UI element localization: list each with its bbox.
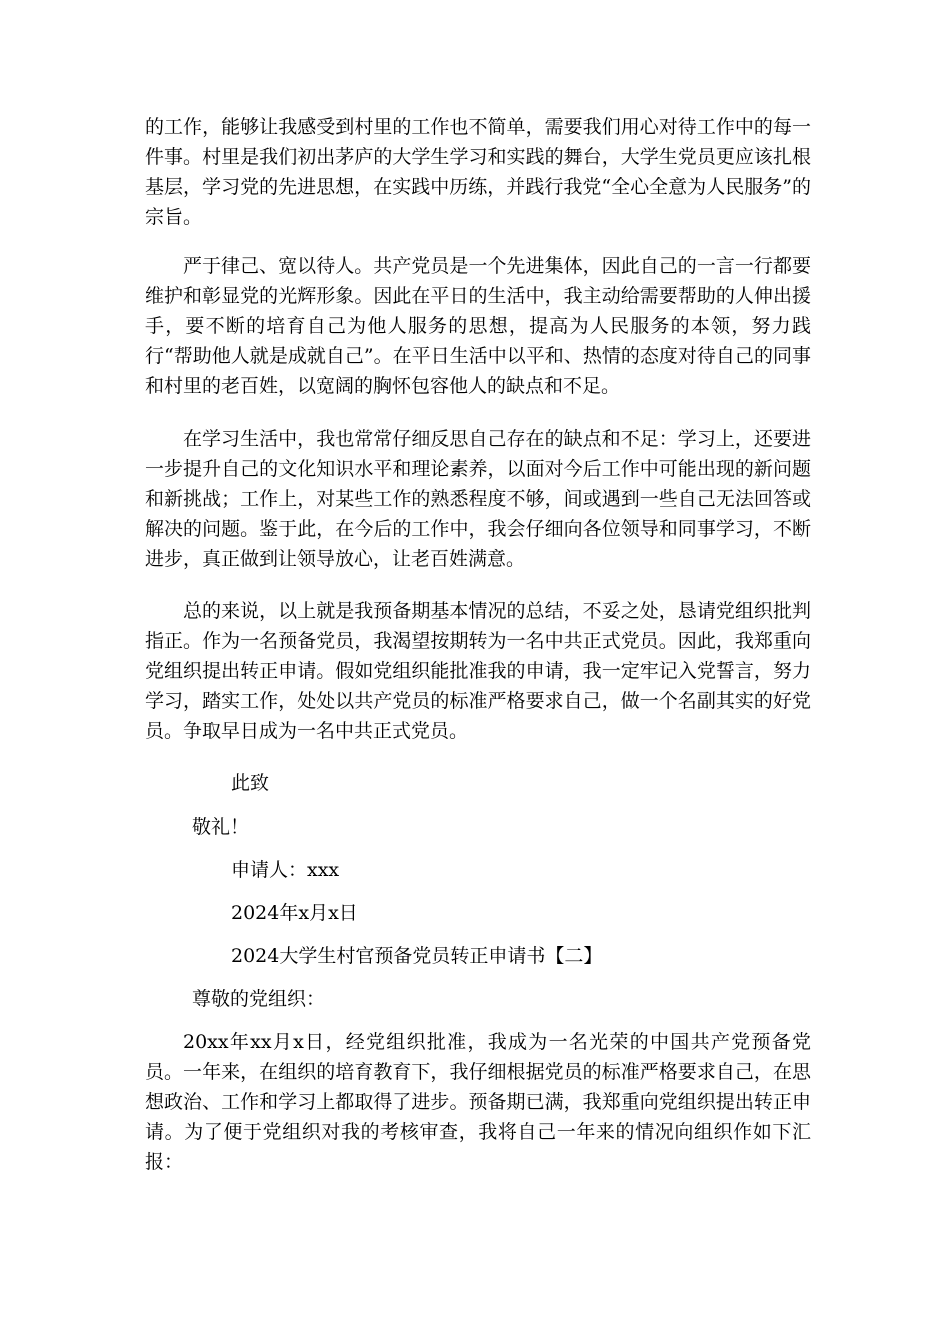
paragraph-summary: 总的来说，以上就是我预备期基本情况的总结，不妥之处，恳请党组织批判指正。作为一名预备党员，我渴望按期转为一名中共正式党员。因此，我郑重向党组织提出转正申请。假如党组织能批准我的申请，我一定牢记入党誓言，努力学习，踏实工作，处处以共产党员的标准严格要求自己，做一个名副其实的好党员。争取早日成为一名中共正式党员。	[145, 600, 811, 742]
paragraph-continuation: 的工作，能够让我感受到村里的工作也不简单，需要我们用心对待工作中的每一件事。村里是我们初出茅庐的大学生学习和实践的舞台，大学生党员更应该扎根基层，学习党的先进思想，在实践中历练，并践行我党“全心全意为人民服务”的宗旨。	[145, 116, 811, 228]
applicant-signature: 申请人：xxx	[231, 859, 340, 881]
paragraph-opening-report: 20xx年xx月x日，经党组织批准，我成为一名光荣的中国共产党预备党员。一年来，在组织的培育教育下，我仔细根据党员的标准严格要求自己，在思想政治、工作和学习上都取得了进步。预备期已满，我郑重向党组织提出转正申请。为了便于党组织对我的考核审查，我将自己一年来的情况向组织作如下汇报：	[145, 1031, 811, 1173]
section-title: 2024大学生村官预备党员转正申请书【二】	[231, 945, 603, 967]
salute: 敬礼！	[192, 816, 250, 838]
application-date: 2024年x月x日	[231, 902, 358, 924]
greeting: 尊敬的党组织：	[192, 988, 326, 1010]
paragraph-self-reflection: 在学习生活中，我也常常仔细反思自己存在的缺点和不足：学习上，还要进一步提升自己的文化知识水平和理论素养，以面对今后工作中可能出现的新问题和新挑战；工作上，对某些工作的熟悉程度不够，间或遇到一些自己无法回答或解决的问题。鉴于此，在今后的工作中，我会仔细向各位领导和同事学习，不断进步，真正做到让领导放心，让老百姓满意。	[145, 428, 811, 570]
paragraph-self-discipline: 严于律己、宽以待人。共产党员是一个先进集体，因此自己的一言一行都要维护和彰显党的光辉形象。因此在平日的生活中，我主动给需要帮助的人伸出援手，要不断的培育自己为他人服务的思想，提高为人民服务的本领，努力践行“帮助他人就是成就自己”。在平日生活中以平和、热情的态度对待自己的同事和村里的老百姓，以宽阔的胸怀包容他人的缺点和不足。	[145, 255, 811, 397]
closing-phrase: 此致	[231, 772, 270, 794]
